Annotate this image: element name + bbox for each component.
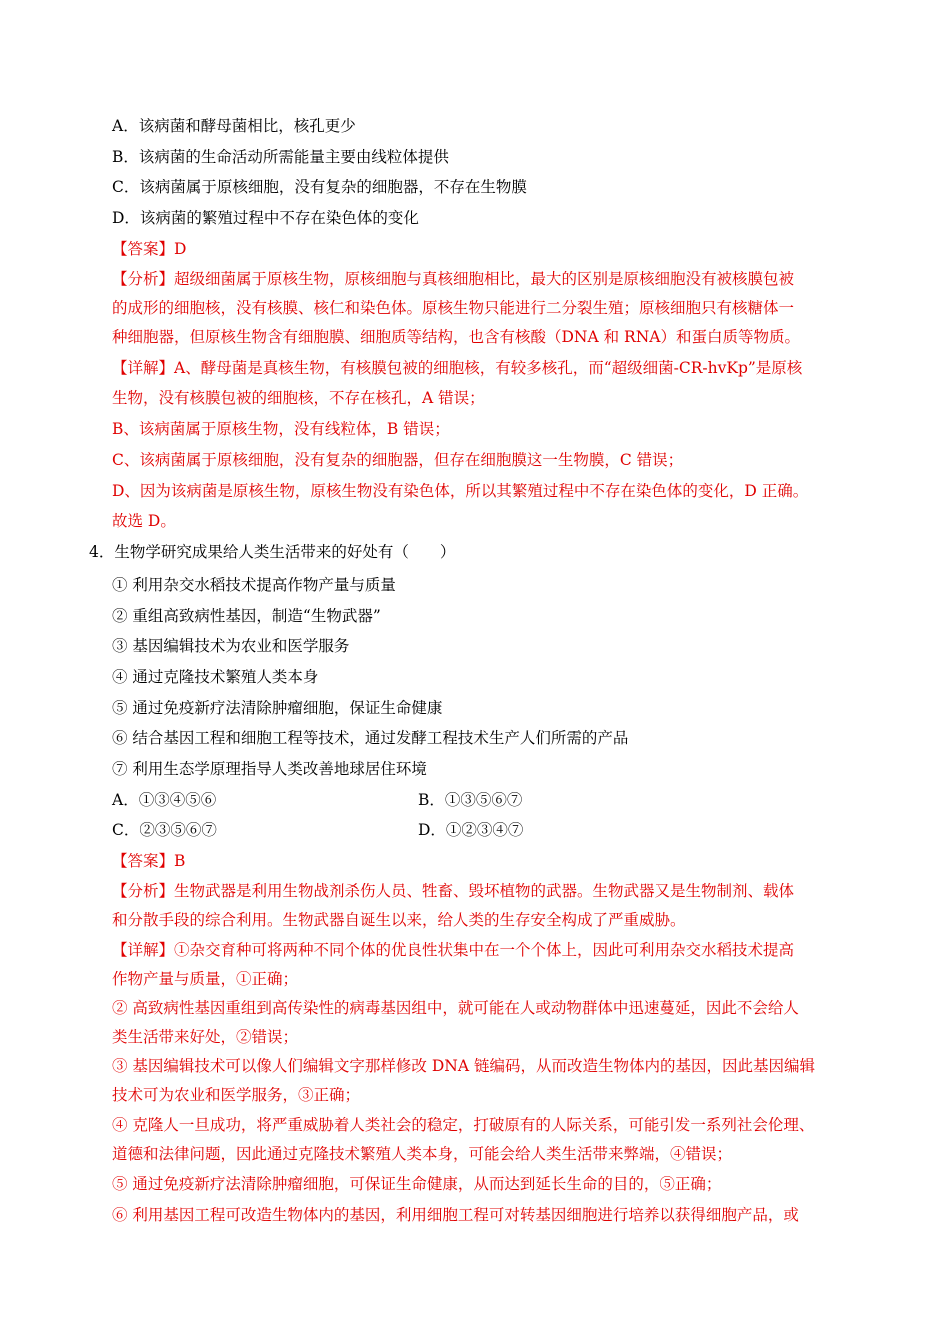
q3-option-b: B．该病菌的生命活动所需能量主要由线粒体提供 (112, 148, 449, 166)
q4-analysis-line: 【分析】生物武器是利用生物战剂杀伤人员、牲畜、毁坏植物的武器。生物武器又是生物制剂、载体 (112, 882, 795, 900)
q3-option-a: A．该病菌和酵母菌相比，核孔更少 (112, 117, 356, 135)
q3-detail-line: 生物，没有核膜包被的细胞核，不存在核孔，A 错误； (112, 389, 485, 407)
q4-detail-line: 技术可为农业和医学服务，③正确； (112, 1086, 361, 1104)
q4-detail-line: 道德和法律问题，因此通过克隆技术繁殖人类本身，可能会给人类生活带来弊端，④错误； (112, 1145, 733, 1163)
q3-detail-line: 【详解】A、酵母菌是真核生物，有核膜包被的细胞核，有较多核孔，而“超级细菌-CR-hvKp”是原核 (112, 359, 803, 377)
q3-detail-line: D、因为该病菌是原核生物，原核生物没有染色体，所以其繁殖过程中不存在染色体的变化，D 正确。 (112, 482, 809, 500)
q4-item: ④ 通过克隆技术繁殖人类本身 (112, 668, 319, 686)
q4-choice-d: D．①②③④⑦ (418, 821, 524, 839)
q3-answer: 【答案】D (112, 240, 187, 258)
q4-detail-line: ② 高致病性基因重组到高传染性的病毒基因组中，就可能在人或动物群体中迅速蔓延，因此不会给人 (112, 999, 799, 1017)
q3-detail-line: B、该病菌属于原核生物，没有线粒体，B 错误； (112, 420, 450, 438)
q4-detail-line: ⑥ 利用基因工程可改造生物体内的基因，利用细胞工程可对转基因细胞进行培养以获得细胞产品，或 (112, 1206, 799, 1224)
q3-detail-line: 故选 D。 (112, 512, 176, 530)
q4-analysis-line: 和分散手段的综合利用。生物武器自诞生以来，给人类的生存安全构成了严重威胁。 (112, 911, 686, 929)
q4-choice-b: B．①③⑤⑥⑦ (418, 791, 523, 809)
q4-choice-c: C．②③⑤⑥⑦ (112, 821, 217, 839)
q3-analysis-line: 【分析】超级细菌属于原核生物，原核细胞与真核细胞相比，最大的区别是原核细胞没有被核膜包被 (112, 270, 795, 288)
q4-choice-a: A．①③④⑤⑥ (112, 791, 217, 809)
q3-option-d: D．该病菌的繁殖过程中不存在染色体的变化 (112, 209, 419, 227)
q4-detail-line: ④ 克隆人一旦成功，将严重威胁着人类社会的稳定，打破原有的人际关系，可能引发一系列社会伦理、 (112, 1116, 815, 1134)
q4-item: ⑤ 通过免疫新疗法清除肿瘤细胞，保证生命健康 (112, 699, 443, 717)
q4-item: ⑦ 利用生态学原理指导人类改善地球居住环境 (112, 760, 427, 778)
q4-item: ① 利用杂交水稻技术提高作物产量与质量 (112, 576, 396, 594)
q3-detail-line: C、该病菌属于原核细胞，没有复杂的细胞器，但存在细胞膜这一生物膜，C 错误； (112, 451, 684, 469)
q4-detail-line: 作物产量与质量，①正确； (112, 970, 299, 988)
q3-option-c: C．该病菌属于原核细胞，没有复杂的细胞器，不存在生物膜 (112, 178, 527, 196)
q4-detail-line: ⑤ 通过免疫新疗法清除肿瘤细胞，可保证生命健康，从而达到延长生命的目的，⑤正确； (112, 1175, 722, 1193)
q4-item: ② 重组高致病性基因，制造“生物武器” (112, 607, 381, 625)
q4-answer: 【答案】B (112, 852, 186, 870)
q4-item: ⑥ 结合基因工程和细胞工程等技术，通过发酵工程技术生产人们所需的产品 (112, 729, 629, 747)
q4-detail-line: ③ 基因编辑技术可以像人们编辑文字那样修改 DNA 链编码，从而改造生物体内的基因，因此基因编辑 (112, 1057, 815, 1075)
q4-item: ③ 基因编辑技术为农业和医学服务 (112, 637, 350, 655)
q3-analysis-line: 种细胞器，但原核生物含有细胞膜、细胞质等结构，也含有核酸（DNA 和 RNA）和蛋白质等物质。 (112, 328, 800, 346)
q4-detail-line: 【详解】①杂交育种可将两种不同个体的优良性状集中在一个个体上，因此可利用杂交水稻技术提高 (112, 941, 795, 959)
q4-detail-line: 类生活带来好处，②错误； (112, 1028, 299, 1046)
q4-stem: 4．生物学研究成果给人类生活带来的好处有（ ） (89, 543, 456, 561)
q3-analysis-line: 的成形的细胞核，没有核膜、核仁和染色体。原核生物只能进行二分裂生殖；原核细胞只有核糖体一 (112, 299, 795, 317)
